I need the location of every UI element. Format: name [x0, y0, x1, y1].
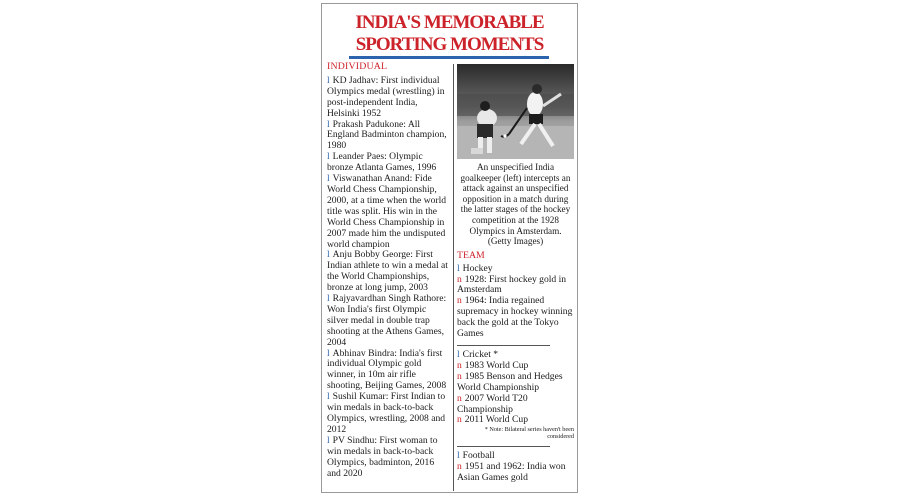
individual-item	[327, 152, 449, 174]
team-heading: TEAM	[457, 249, 485, 261]
cricket-entry: 1985 Benson and Hedges World Championship	[457, 370, 563, 393]
bullet-icon: l	[327, 173, 330, 185]
bullet-icon: l	[327, 293, 330, 305]
team-column	[457, 64, 574, 484]
individual-item	[327, 250, 449, 294]
football-group	[457, 451, 574, 484]
section-divider	[457, 345, 550, 346]
section-divider	[457, 446, 550, 447]
individual-item-text: PV Sindhu: First woman to win medals in back-to-back Olympics, badminton, 2016 and 2020	[327, 434, 438, 479]
individual-item	[327, 174, 449, 250]
individual-item	[327, 349, 449, 393]
title-line-1: INDIA'S MEMORABLE	[355, 12, 544, 33]
individual-item-text: Rajyavardhan Singh Rathore: Won India's first Olympic silver medal in double trap shooting at the Athens Games, 2004	[327, 293, 447, 348]
individual-item-text: Sushil Kumar: First Indian to win medals in back-to-back Olympics, wrestling, 2008 and 2012	[327, 391, 446, 435]
individual-item	[327, 392, 449, 436]
cricket-entry: 2011 World Cup	[464, 414, 528, 426]
individual-item	[327, 76, 449, 120]
cricket-label: Cricket *	[462, 349, 499, 360]
individual-column	[327, 62, 449, 479]
individual-item-text: Prakash Padukone: All England Badminton champion, 1980	[327, 118, 447, 152]
hockey-label: Hockey	[462, 262, 493, 274]
individual-item-text: Leander Paes: Olympic bronze Atlanta Games, 1996	[327, 151, 437, 174]
sub-bullet-icon: n	[457, 370, 462, 382]
sub-bullet-icon: n	[457, 359, 462, 371]
cricket-group	[457, 350, 574, 441]
individual-item-text: Viswanathan Anand: Fide World Chess Championship, 2000, at a time when the world title was split. His win in the World Chess Championship in 2007 made him the undisputed world champion	[327, 173, 447, 250]
cricket-note: * Note: Bilateral series haven't been considered	[484, 426, 574, 441]
sub-bullet-icon: n	[457, 392, 462, 404]
football-label: Football	[462, 449, 495, 461]
sub-bullet-icon: n	[457, 414, 462, 426]
individual-item	[327, 120, 449, 153]
hockey-entry: 1964: India regained supremacy in hockey winning back the gold at the Tokyo Games	[457, 295, 573, 340]
hockey-entry: 1928: First hockey gold in Amsterdam	[457, 273, 567, 296]
bullet-icon: l	[457, 262, 460, 274]
infographic-panel	[321, 3, 578, 493]
individual-item-text: KD Jadhav: First individual Olympics medal (wrestling) in post-independent India, Helsinki 1952	[327, 74, 445, 119]
individual-item	[327, 294, 449, 349]
bullet-icon: l	[457, 449, 460, 461]
cricket-entry: 1983 World Cup	[464, 359, 529, 371]
photo-caption: An unspecified India goalkeeper (left) intercepts an attack against an unspecified opposition in a match during the latter stages of the hockey competition at the 1928 Olympics in Amsterdam. (Getty Images)	[460, 162, 571, 247]
hockey-photo	[457, 64, 574, 159]
sub-bullet-icon: n	[457, 273, 462, 285]
football-entry: 1951 and 1962: India won Asian Games gold	[457, 460, 566, 483]
bullet-icon: l	[327, 434, 330, 446]
bullet-icon: l	[327, 74, 330, 86]
column-divider	[453, 64, 454, 491]
sub-bullet-icon: n	[457, 460, 462, 472]
individual-heading: INDIVIDUAL	[327, 61, 388, 72]
bullet-icon: l	[327, 249, 330, 261]
title-line-2: SPORTING MOMENTS	[355, 34, 544, 55]
individual-item-text: Anju Bobby George: First Indian athlete to win a medal at the World Championships, bronze at long jump, 2003	[327, 249, 448, 294]
bullet-icon: l	[457, 349, 460, 360]
title-underline	[349, 56, 549, 59]
individual-item	[327, 436, 449, 480]
individual-item-text: Abhinav Bindra: India's first individual Olympic gold winner, in 10m air rifle shooting, Beijing Games, 2008	[327, 347, 447, 392]
hockey-group	[457, 264, 574, 340]
bullet-icon: l	[327, 151, 330, 163]
bullet-icon: l	[327, 118, 330, 130]
cricket-entry: 2007 World T20 Championship	[457, 392, 528, 415]
bullet-icon: l	[327, 347, 330, 359]
sub-bullet-icon: n	[457, 295, 462, 307]
bullet-icon: l	[327, 391, 330, 403]
